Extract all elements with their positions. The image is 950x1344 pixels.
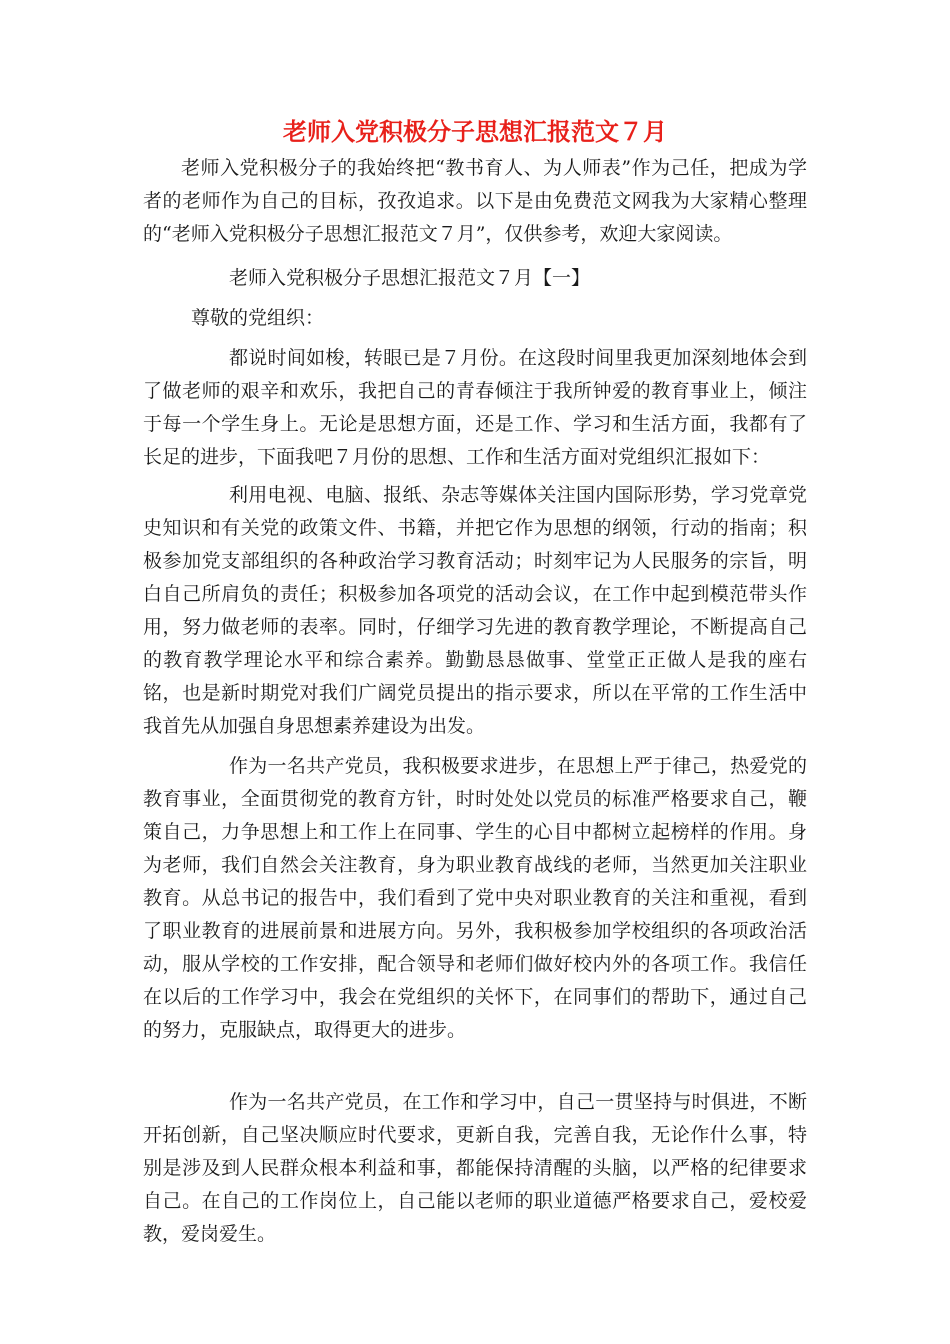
body-paragraph-1: 都说时间如梭，转眼已是７月份。在这段时间里我更加深刻地体会到了做老师的艰辛和欢乐，我把自己的青春倾注于我所钟爱的教育事业上，倾注于每一个学生身上。无论是思想方面，还是工作、学习和生活方面，我都有了长足的进步，下面我吧７月份的思想、工作和生活方面对党组织汇报如下： [143, 347, 807, 468]
body-paragraph-3: 作为一名共产党员，我积极要求进步，在思想上严于律己，热爱党的教育事业，全面贯彻党的教育方针，时时处处以党员的标准严格要求自己，鞭策自己，力争思想上和工作上在同事、学生的心目中都树立起榜样的作用。身为老师，我们自然会关注教育，身为职业教育战线的老师，当然更加关注职业教育。从总书记的报告中，我们看到了党中央对职业教育的关注和重视，看到了职业教育的进展前景和进展方向。另外，我积极参加学校组织的各项政治活动，服从学校的工作安排，配合领导和老师们做好校内外的各项工作。我信任在以后的工作学习中，我会在党组织的关怀下，在同事们的帮助下，通过自己的努力，克服缺点，取得更大的进步。 [143, 755, 807, 1041]
salutation: 尊敬的党组织： [191, 307, 325, 329]
body-paragraph-4: 作为一名共产党员，在工作和学习中，自己一贯坚持与时俱进，不断开拓创新，自己坚决顺应时代要求，更新自我，完善自我，无论作什么事，特别是涉及到人民群众根本利益和事，都能保持清醒的头脑，以严格的纪律要求自己。在自己的工作岗位上，自己能以老师的职业道德严格要求自己，爱校爱教，爱岗爱生。 [143, 1091, 807, 1245]
section-heading: 老师入党积极分子思想汇报范文７月【一】 [229, 267, 591, 289]
body-paragraph-2: 利用电视、电脑、报纸、杂志等媒体关注国内国际形势，学习党章党史知识和有关党的政策文件、书籍，并把它作为思想的纲领，行动的指南；积极参加党支部组织的各种政治学习教育活动；时刻牢记为人民服务的宗旨，明白自己所肩负的责任；积极参加各项党的活动会议，在工作中起到模范带头作用，努力做老师的表率。同时，仔细学习先进的教育教学理论，不断提高自己的教育教学理论水平和综合素养。勤勤恳恳做事、堂堂正正做人是我的座右铭，也是新时期党对我们广阔党员提出的指示要求，所以在平常的工作生活中我首先从加强自身思想素养建设为出发。 [143, 484, 807, 737]
document-title: 老师入党积极分子思想汇报范文７月 [283, 118, 667, 146]
intro-paragraph: 老师入党积极分子的我始终把“教书育人、为人师表”作为己任，把成为学者的老师作为自己的目标，孜孜追求。以下是由免费范文网我为大家精心整理的“老师入党积极分子思想汇报范文７月”，仅供参考，欢迎大家阅读。 [143, 157, 807, 245]
